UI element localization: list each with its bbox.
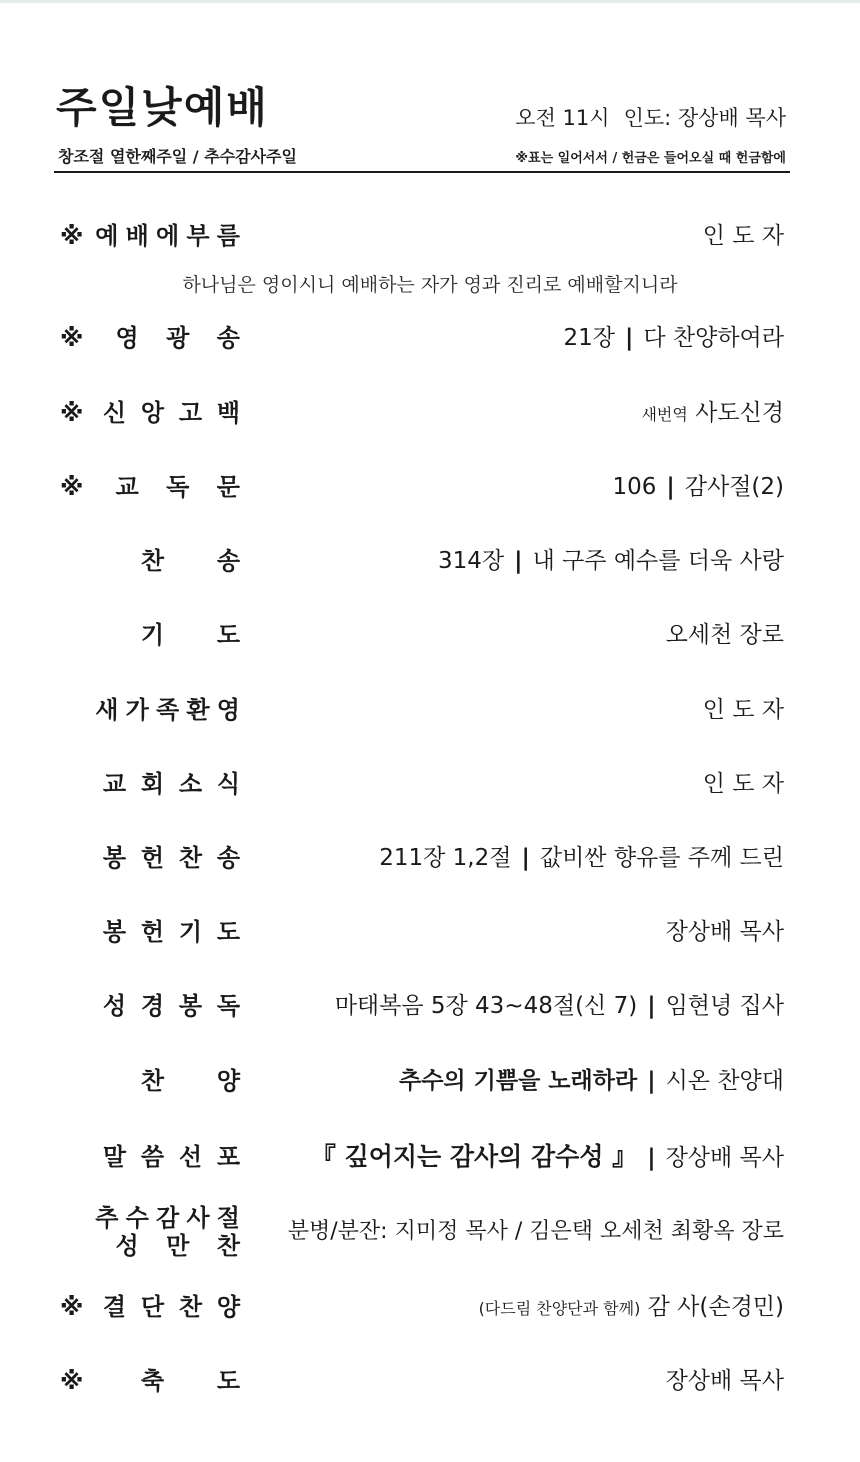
bulletin-header bbox=[54, 82, 790, 174]
order-item-label: ※ 영 광 송 bbox=[60, 320, 240, 356]
sermon-title: 『 깊어지는 감사의 감수성 』 bbox=[310, 1142, 638, 1171]
service-time: 오전 11시 bbox=[515, 106, 610, 130]
order-item-value: 장상배 목사 bbox=[665, 1368, 784, 1394]
service-title: 주일낮예배 bbox=[56, 83, 269, 132]
order-item-label: 찬 양 bbox=[140, 1067, 240, 1095]
scripture-verse: 하나님은 영이시니 예배하는 자가 영과 진리로 예배할지니라 bbox=[182, 274, 678, 296]
standing-mark: ※ bbox=[60, 1367, 84, 1395]
order-item-newcomer-welcome bbox=[60, 692, 784, 728]
order-item-call-to-worship bbox=[60, 218, 784, 254]
standing-mark: ※ bbox=[60, 1293, 84, 1321]
order-item-label: 봉 헌 기 도 bbox=[102, 918, 240, 946]
header-divider bbox=[54, 171, 790, 173]
order-item-sermon bbox=[60, 1139, 784, 1175]
order-item-responsive-reading bbox=[60, 469, 784, 505]
order-item-label: 교 회 소 식 bbox=[102, 770, 240, 798]
divider-bar: | bbox=[647, 1145, 656, 1171]
order-item-value: (다드림 찬양단과 함께) 감 사(손경민) bbox=[478, 1294, 784, 1320]
order-item-label: ※ 교 독 문 bbox=[60, 469, 240, 505]
divider-bar: | bbox=[514, 548, 523, 574]
order-item-label: 말 씀 선 포 bbox=[102, 1143, 240, 1171]
service-leader: 인도: 장상배 목사 bbox=[623, 106, 786, 130]
order-item-label: ※ 결 단 찬 양 bbox=[60, 1289, 240, 1325]
order-item-creed bbox=[60, 395, 784, 431]
order-item-scripture-reading bbox=[60, 988, 784, 1024]
order-item-hymn bbox=[60, 543, 784, 579]
divider-bar: | bbox=[647, 1068, 656, 1094]
order-item-value: 106 | 감사절(2) bbox=[612, 474, 784, 500]
order-item-value: 21장 | 다 찬양하여라 bbox=[563, 325, 784, 351]
standing-mark: ※ bbox=[60, 324, 84, 352]
order-item-value: 314장 | 내 구주 예수를 더욱 사랑 bbox=[438, 548, 784, 574]
order-item-prayer bbox=[60, 617, 784, 653]
order-item-value: 새번역 사도신경 bbox=[641, 400, 784, 426]
divider-bar: | bbox=[647, 993, 656, 1019]
order-item-value: 마태복음 5장 43~48절(신 7) | 임현녕 집사 bbox=[334, 993, 784, 1019]
order-item-gloria bbox=[60, 320, 784, 356]
order-item-value: 분병/분잔: 지미정 목사 / 김은택 오세천 최황옥 장로 bbox=[287, 1219, 784, 1244]
order-item-offering-prayer bbox=[60, 914, 784, 950]
top-edge-line bbox=[0, 0, 860, 3]
divider-bar: | bbox=[666, 474, 675, 500]
order-item-value: 인 도 자 bbox=[702, 697, 784, 723]
order-item-communion bbox=[60, 1204, 784, 1260]
order-item-label: 새 가 족 환 영 bbox=[95, 696, 240, 724]
order-item-value: 장상배 목사 bbox=[665, 919, 784, 945]
service-subtitle: 창조절 열한째주일 / 추수감사주일 bbox=[58, 147, 297, 166]
service-note: ※표는 일어서서 / 헌금은 들어오실 때 헌금함에 bbox=[515, 151, 786, 166]
divider-bar: | bbox=[521, 845, 530, 871]
order-item-value: 『 깊어지는 감사의 감수성 』 | 장상배 목사 bbox=[310, 1142, 784, 1171]
divider-bar: | bbox=[624, 325, 634, 351]
order-item-offering-hymn bbox=[60, 840, 784, 876]
standing-mark: ※ bbox=[60, 399, 84, 427]
order-item-value: 인 도 자 bbox=[702, 771, 784, 797]
service-time-info bbox=[515, 104, 786, 132]
order-item-label: 봉 헌 찬 송 bbox=[102, 844, 240, 872]
order-item-label: ※ 신 앙 고 백 bbox=[60, 395, 240, 431]
order-item-label: 추 수 감 사 절 성 만 찬 bbox=[95, 1204, 240, 1260]
order-item-label: ※ 예 배 에 부 름 bbox=[60, 218, 240, 254]
order-item-response-song bbox=[60, 1289, 784, 1325]
order-item-label: ※ 축 도 bbox=[60, 1363, 240, 1399]
order-item-label: 기 도 bbox=[140, 621, 240, 649]
order-item-label: 성 경 봉 독 bbox=[102, 992, 240, 1020]
order-item-label: 찬 송 bbox=[140, 547, 240, 575]
standing-mark: ※ bbox=[60, 473, 84, 501]
standing-mark: ※ bbox=[60, 222, 84, 250]
order-item-value: 인 도 자 bbox=[702, 223, 784, 249]
order-item-value: 211장 1,2절 | 값비싼 향유를 주께 드린 bbox=[379, 845, 784, 871]
order-item-anthem bbox=[60, 1063, 784, 1099]
order-item-benediction bbox=[60, 1363, 784, 1399]
order-item-value: 추수의 기쁨을 노래하라 | 시온 찬양대 bbox=[398, 1068, 784, 1094]
order-item-announcements bbox=[60, 766, 784, 802]
order-item-value: 오세천 장로 bbox=[665, 622, 784, 648]
